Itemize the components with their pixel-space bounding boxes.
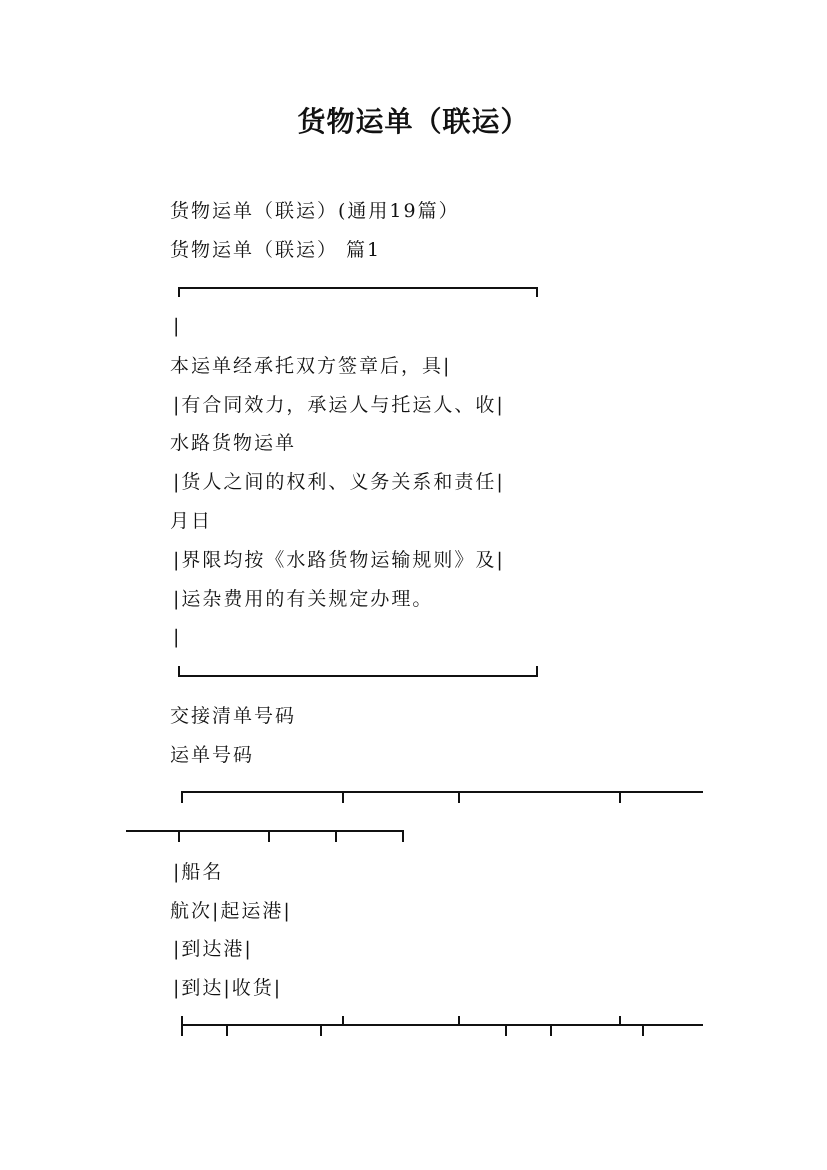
table-tick bbox=[642, 1024, 644, 1036]
table-tick bbox=[619, 791, 621, 803]
table-tick bbox=[335, 830, 337, 842]
table-tick bbox=[458, 791, 460, 803]
text-line: 交接清单号码 bbox=[170, 705, 297, 727]
table-tick bbox=[342, 791, 344, 803]
text-line: 货物运单（联运） 篇1 bbox=[170, 239, 382, 261]
page-title: 货物运单（联运） bbox=[297, 105, 530, 138]
box-bottom-border bbox=[178, 675, 538, 677]
table-tick bbox=[458, 1016, 460, 1026]
text-line: |界限均按《水路货物运输规则》及| bbox=[173, 549, 505, 571]
text-line: |货人之间的权利、义务关系和责任| bbox=[173, 471, 505, 493]
table-tick bbox=[178, 830, 180, 842]
text-line: | bbox=[173, 315, 182, 337]
table-rule bbox=[181, 1024, 703, 1026]
table-tick bbox=[402, 830, 404, 842]
box-corner-left bbox=[178, 287, 180, 297]
table-tick bbox=[342, 1016, 344, 1026]
table-rule bbox=[126, 830, 404, 832]
text-line: 运单号码 bbox=[170, 744, 255, 766]
text-line: | bbox=[173, 626, 182, 648]
text-line: |到达港| bbox=[173, 938, 253, 960]
table-tick bbox=[181, 1016, 183, 1036]
box-top-border bbox=[178, 287, 538, 289]
text-line: 月日 bbox=[170, 510, 213, 532]
text-line: 航次|起运港| bbox=[170, 900, 292, 922]
box-corner-right bbox=[536, 287, 538, 297]
text-line: |运杂费用的有关规定办理。 bbox=[173, 588, 434, 610]
table-tick bbox=[505, 1024, 507, 1036]
table-tick bbox=[320, 1024, 322, 1036]
table-tick bbox=[226, 1024, 228, 1036]
text-line: |有合同效力，承运人与托运人、收| bbox=[173, 394, 505, 416]
table-tick bbox=[268, 830, 270, 842]
table-tick bbox=[619, 1016, 621, 1026]
text-line: |到达|收货| bbox=[173, 977, 283, 999]
text-line: |船名 bbox=[173, 861, 224, 883]
text-line: 水路货物运单 bbox=[170, 432, 297, 454]
text-line: 本运单经承托双方签章后，具| bbox=[170, 355, 452, 377]
table-rule bbox=[181, 791, 703, 793]
table-tick bbox=[550, 1024, 552, 1036]
text-line: 货物运单（联运）(通用19篇） bbox=[170, 200, 460, 222]
table-tick bbox=[181, 791, 183, 803]
